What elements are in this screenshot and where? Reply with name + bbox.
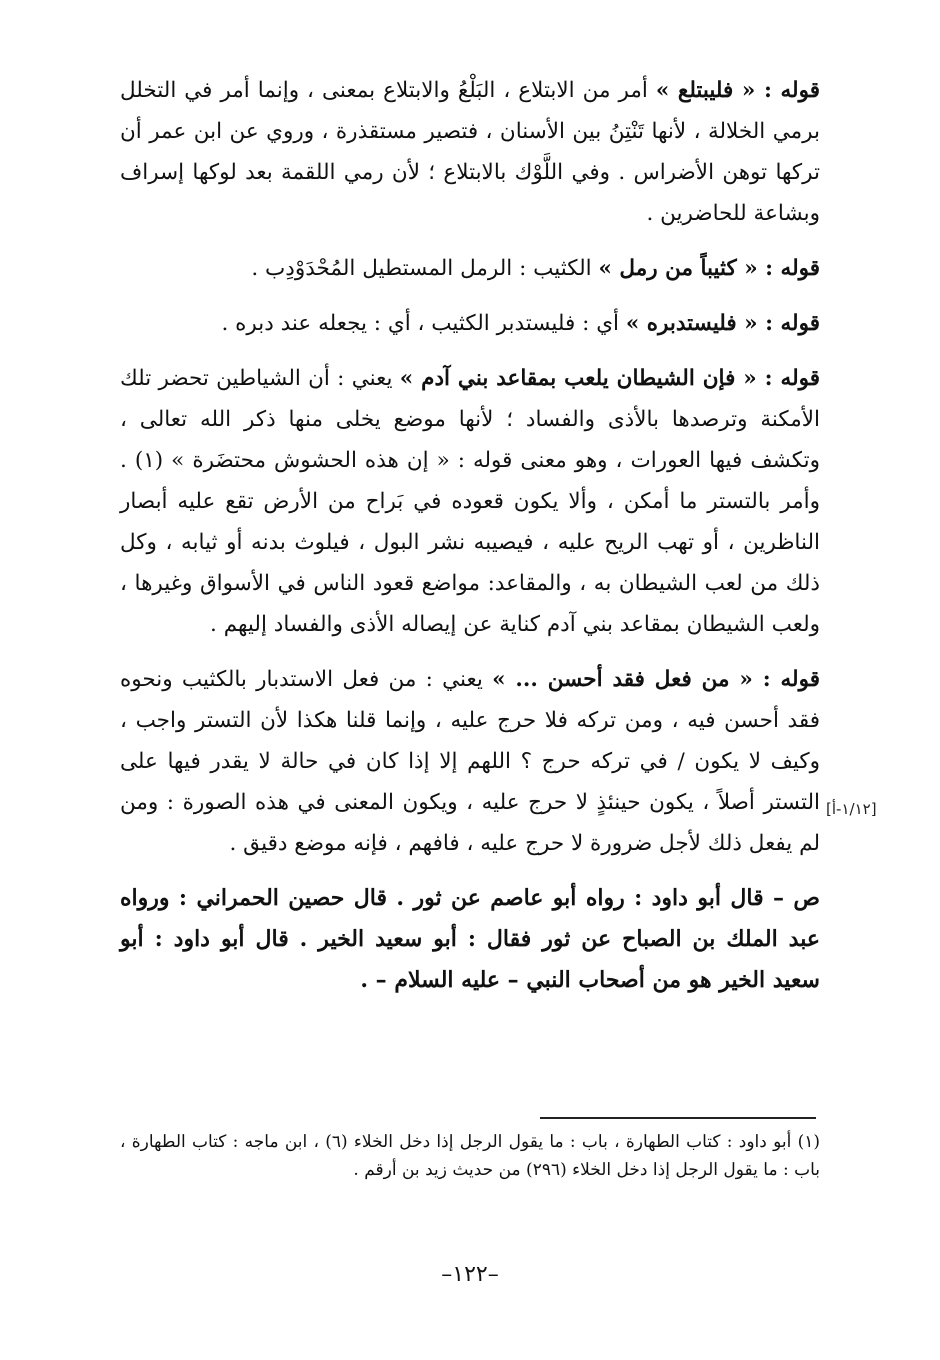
paragraph-kathib (120, 248, 820, 289)
paragraph-text: يعني : من فعل الاستدبار بالكثيب ونحوه فقد أحسن فيه ، ومن تركه فلا حرج عليه ، وإنما قلنا هكذا لأن التستر واجب ، وكيف لا يكون / في تركه حرج ؟ اللهم إلا إذا كان في حالة لا يقدر فيها على التستر أصلاً ، يكون حينئذٍ لا حرج عليه ، ويكون المعنى في هذه الصورة : ومن لم يفعل ذلك لأجل ضرورة لا حرج عليه ، فافهم ، فإنه موضع دقيق . (120, 667, 820, 856)
paragraph-text: يعني : أن الشياطين تحضر تلك الأمكنة وترصدها بالأذى والفساد ؛ لأنها موضع يخلى منها ذكر الله تعالى ، وتكشف فيها العورات ، وهو معنى قوله : « إن هذه الحشوش محتضَرة » (١) . وأمر بالتستر ما أمكن ، وألا يكون قعوده في بَراح من الأرض تقع عليه أبصار الناظرين ، أو تهب الريح عليه ، فيصيبه نشر البول ، فيلوث بدنه أو ثيابه ، وكل ذلك من لعب الشيطان به ، والمقاعد: مواضع قعود الناس في الأسواق وغيرها ، ولعب الشيطان بمقاعد بني آدم كناية عن إيصاله الأذى والفساد إليهم . (120, 366, 820, 637)
main-text (120, 70, 820, 1001)
footnote-divider (540, 1117, 816, 1119)
paragraph-text: أي : فليستدبر الكثيب ، أي : يجعله عند دبره . (221, 311, 626, 336)
paragraph-keyword: قوله : « كثيباً من رمل » (598, 256, 820, 281)
paragraph-shaytan (120, 358, 820, 645)
hadith-sad-paragraph: ص – قال أبو داود : رواه أبو عاصم عن ثور . قال حصين الحمراني : ورواه عبد الملك بن الصباح عن ثور فقال : أبو سعيد الخير . قال أبو داود : أبو سعيد الخير هو من أصحاب النبي – عليه السلام – . (120, 885, 820, 993)
paragraph-text: أمر من الابتلاع ، البَلْعُ والابتلاع بمعنى ، وإنما أمر في التخلل برمي الخلالة ، لأنها تَنْتِنُ بين الأسنان ، فتصير مستقذرة ، وروي عن ابن عمر أن تركها توهن الأضراس . وفي اللَّوْك بالابتلاع ؛ لأن رمي اللقمة بعد لوكها إسراف وبشاعة للحاضرين . (120, 78, 820, 226)
margin-folio-note: [١/١٢-أ] (826, 800, 877, 818)
page-number: –١٢٢– (441, 1262, 499, 1287)
paragraph-text: الكثيب : الرمل المستطيل المُحْدَوْدِب . (251, 256, 599, 281)
footnote: (١) أبو داود : كتاب الطهارة ، باب : ما يقول الرجل إذا دخل الخلاء (٦) ، ابن ماجه : كتاب الطهارة ، باب : ما يقول الرجل إذا دخل الخلاء (٢٩٦) من حديث زيد بن أرقم . (120, 1132, 821, 1180)
paragraph-fabtala (120, 70, 820, 234)
paragraph-man-faala (120, 659, 820, 864)
paragraph-yastadbiruhu (120, 303, 820, 344)
paragraph-keyword: قوله : « فإن الشيطان يلعب بمقاعد بني آدم » (399, 366, 821, 391)
paragraph-keyword: قوله : « من فعل فقد أحسن ... » (492, 667, 820, 692)
paragraph-keyword: قوله : « فليبتلع » (655, 78, 820, 103)
paragraph-keyword: قوله : « فليستدبره » (625, 311, 820, 336)
